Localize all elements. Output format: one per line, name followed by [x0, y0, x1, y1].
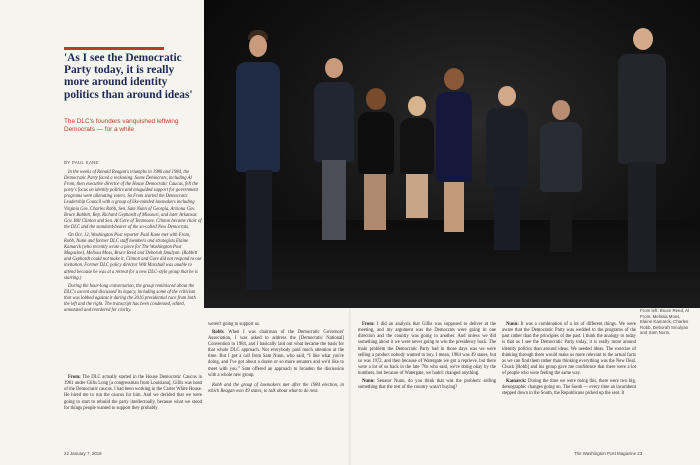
speaker-label: From:	[68, 375, 81, 380]
intro-paragraph: During the hour-long conversation, the group reminisced about the DLC's ascent and discussed its legacy, including some of the criticism that was lobbed against it during the 2016 presidential race from both the left and the right. The transcript has been condensed, edited, annotated and reordered for clarity.	[64, 283, 196, 314]
figure-sam-nunn	[614, 28, 670, 278]
body-column-4	[502, 322, 636, 399]
transcript-paragraph	[358, 322, 496, 377]
body-column-3	[358, 322, 496, 393]
folio-left: 22 January 7, 2018	[64, 451, 102, 456]
speaker-label: Robb:	[212, 329, 225, 335]
intro-paragraph: On Oct. 12, Washington Post reporter Paul Kane met with From, Robb, Nunn and former DLC staff members and strategists Elaine Kamarck (who recently wrote a piece for The Washington Post Magazine), Melissa Moss, Bruce Reed and Deborah Smulyan. (Babbitt and Gephardt could not make it, Clinton and Gore did not respond to our invitation. Former DLC policy director Will Marshall was unable to attend because he was at a retreat for a new DLC-style group that he is starting.)	[64, 232, 202, 281]
transcript-paragraph	[358, 379, 496, 391]
subhead: The DLC's founders vanquished leftwing Democrats — for a while	[64, 118, 179, 133]
speaker-label: Nunn:	[506, 322, 519, 327]
transcript-paragraph	[502, 379, 636, 397]
editor-note: Robb and the group of lawmakers met after the 1984 election, in which Reagan won 49 states, to talk about what to do next.	[208, 382, 344, 395]
group-photo	[204, 0, 700, 308]
body-column-1	[64, 375, 202, 413]
transcript-paragraph	[208, 330, 344, 379]
paragraph-text: When I was chairman of the Democratic Governors' Association, I was asked to address the [Democratic National] Convention in 1984, and I basically laid out what became the basis for that whole DLC approach. Not everybody paid much attention at the time. But I got a call from Sam Nunn, who said, “I like what you're doing, and I've got about a dozen or so more senators and we'd like to meet with you.” Sam offered an approach to broaden the discussion with a whole new group.	[208, 329, 345, 378]
figure-bruce-reed	[232, 30, 282, 300]
byline: BY PAUL KANE	[64, 160, 99, 165]
headline-rule	[64, 47, 164, 50]
headline: 'As I see the Democratic Party today, it is really more around identity politics than around ideas'	[64, 52, 193, 101]
folio-right: The Washington Post Magazine 23	[574, 451, 643, 456]
figure-al-from	[312, 58, 356, 258]
paragraph-text: Senator Nunn, do you think that was the problem: selling something that the rest of the country wasn't buying?	[358, 378, 497, 391]
body-column-2	[208, 322, 344, 397]
speaker-label: Kamarck:	[506, 378, 527, 384]
figure-elaine-kamarck	[432, 68, 476, 238]
figure-melissa-moss	[352, 88, 400, 238]
intro-paragraph: In the weeks of Ronald Reagan's triumphs in 1980 and 1984, the Democratic Party faced a reckoning. Some Democrats, including Al From, then executive director of the House Democratic Caucus, felt the party's focus on identity politics and misguided support for government programs were alienating voters. So From started the Democratic Leadership Council with a group of like-minded lawmakers including Virginia Gov. Charles Robb, Sen. Sam Nunn of Georgia, Arizona Gov. Bruce Babbitt, Rep. Richard Gephardt of Missouri, and later Arkansas Gov. Bill Clinton and Sen. Al Gore of Tennessee. Clinton became chair of the DLC and the standard-bearer of the so-called New Democrats.	[64, 170, 202, 230]
figure-deborah-smulyan	[536, 100, 586, 260]
intro-text	[64, 170, 202, 316]
paragraph-text: It was a combination of a lot of different things. We were aware that the Democratic Party was wedded to the programs of the past rather than the principles of the past. I think the analogy to today is that as I see the Democratic Party today, it is really more around identity politics than around ideas. We needed ideas. The exercise of thinking through them would make us more relevant to the actual facts as we can find them rather than thinking everything was the New Deal. Chuck [Robb] and his group gave me confidence that there were a lot of people who were feeling the same way.	[502, 322, 636, 377]
speaker-label: From:	[362, 322, 375, 327]
paragraph-text: The DLC actually started in the House Democratic Caucus in 1981 under Gillis Long [a congressman from Louisiana]. Gillis was head of the Democratic caucus. I had been working in the Carter White House. He hired me to run the caucus for him. And we decided that we were going to start to rebuild the party intellectually, because what we stood for things people wanted to support they probably	[64, 375, 202, 411]
paragraph-text: During the time we were doing this, there were two big, demographic changes going on. The South — every time an incumbent stepped down in the South, the Republicans picked up the seat. It	[502, 378, 636, 397]
paragraph-text: I did an analysis that Gillis was supposed to deliver at the meeting, and my argument was the Democrats were going in one direction and the country was going in another. And unless we did something about it we were never going to win the presidency back. The main problem the Democratic Party had in those days was we were selling a product nobody wanted to buy. I mean, 1984 was 49 states, but so was 1972, and then because of Watergate we got a reprieve, but there were a lot of us back in the late '70s who said, we're doing okay by the numbers, but because of Watergate, we hadn't changed anything.	[358, 322, 496, 377]
figure-charles-robb	[482, 86, 532, 256]
paragraph-text: weren't going to support us.	[208, 322, 261, 327]
photo-caption: From left: Bruce Reed, Al From, Melissa Moss, Elaine Kamarck, Charles Robb, Deborah Smulyan and Sam Nunn.	[640, 308, 690, 336]
transcript-paragraph	[208, 322, 344, 328]
transcript-paragraph	[64, 375, 202, 412]
transcript-paragraph	[502, 322, 636, 377]
speaker-label: Nunn:	[362, 378, 375, 384]
